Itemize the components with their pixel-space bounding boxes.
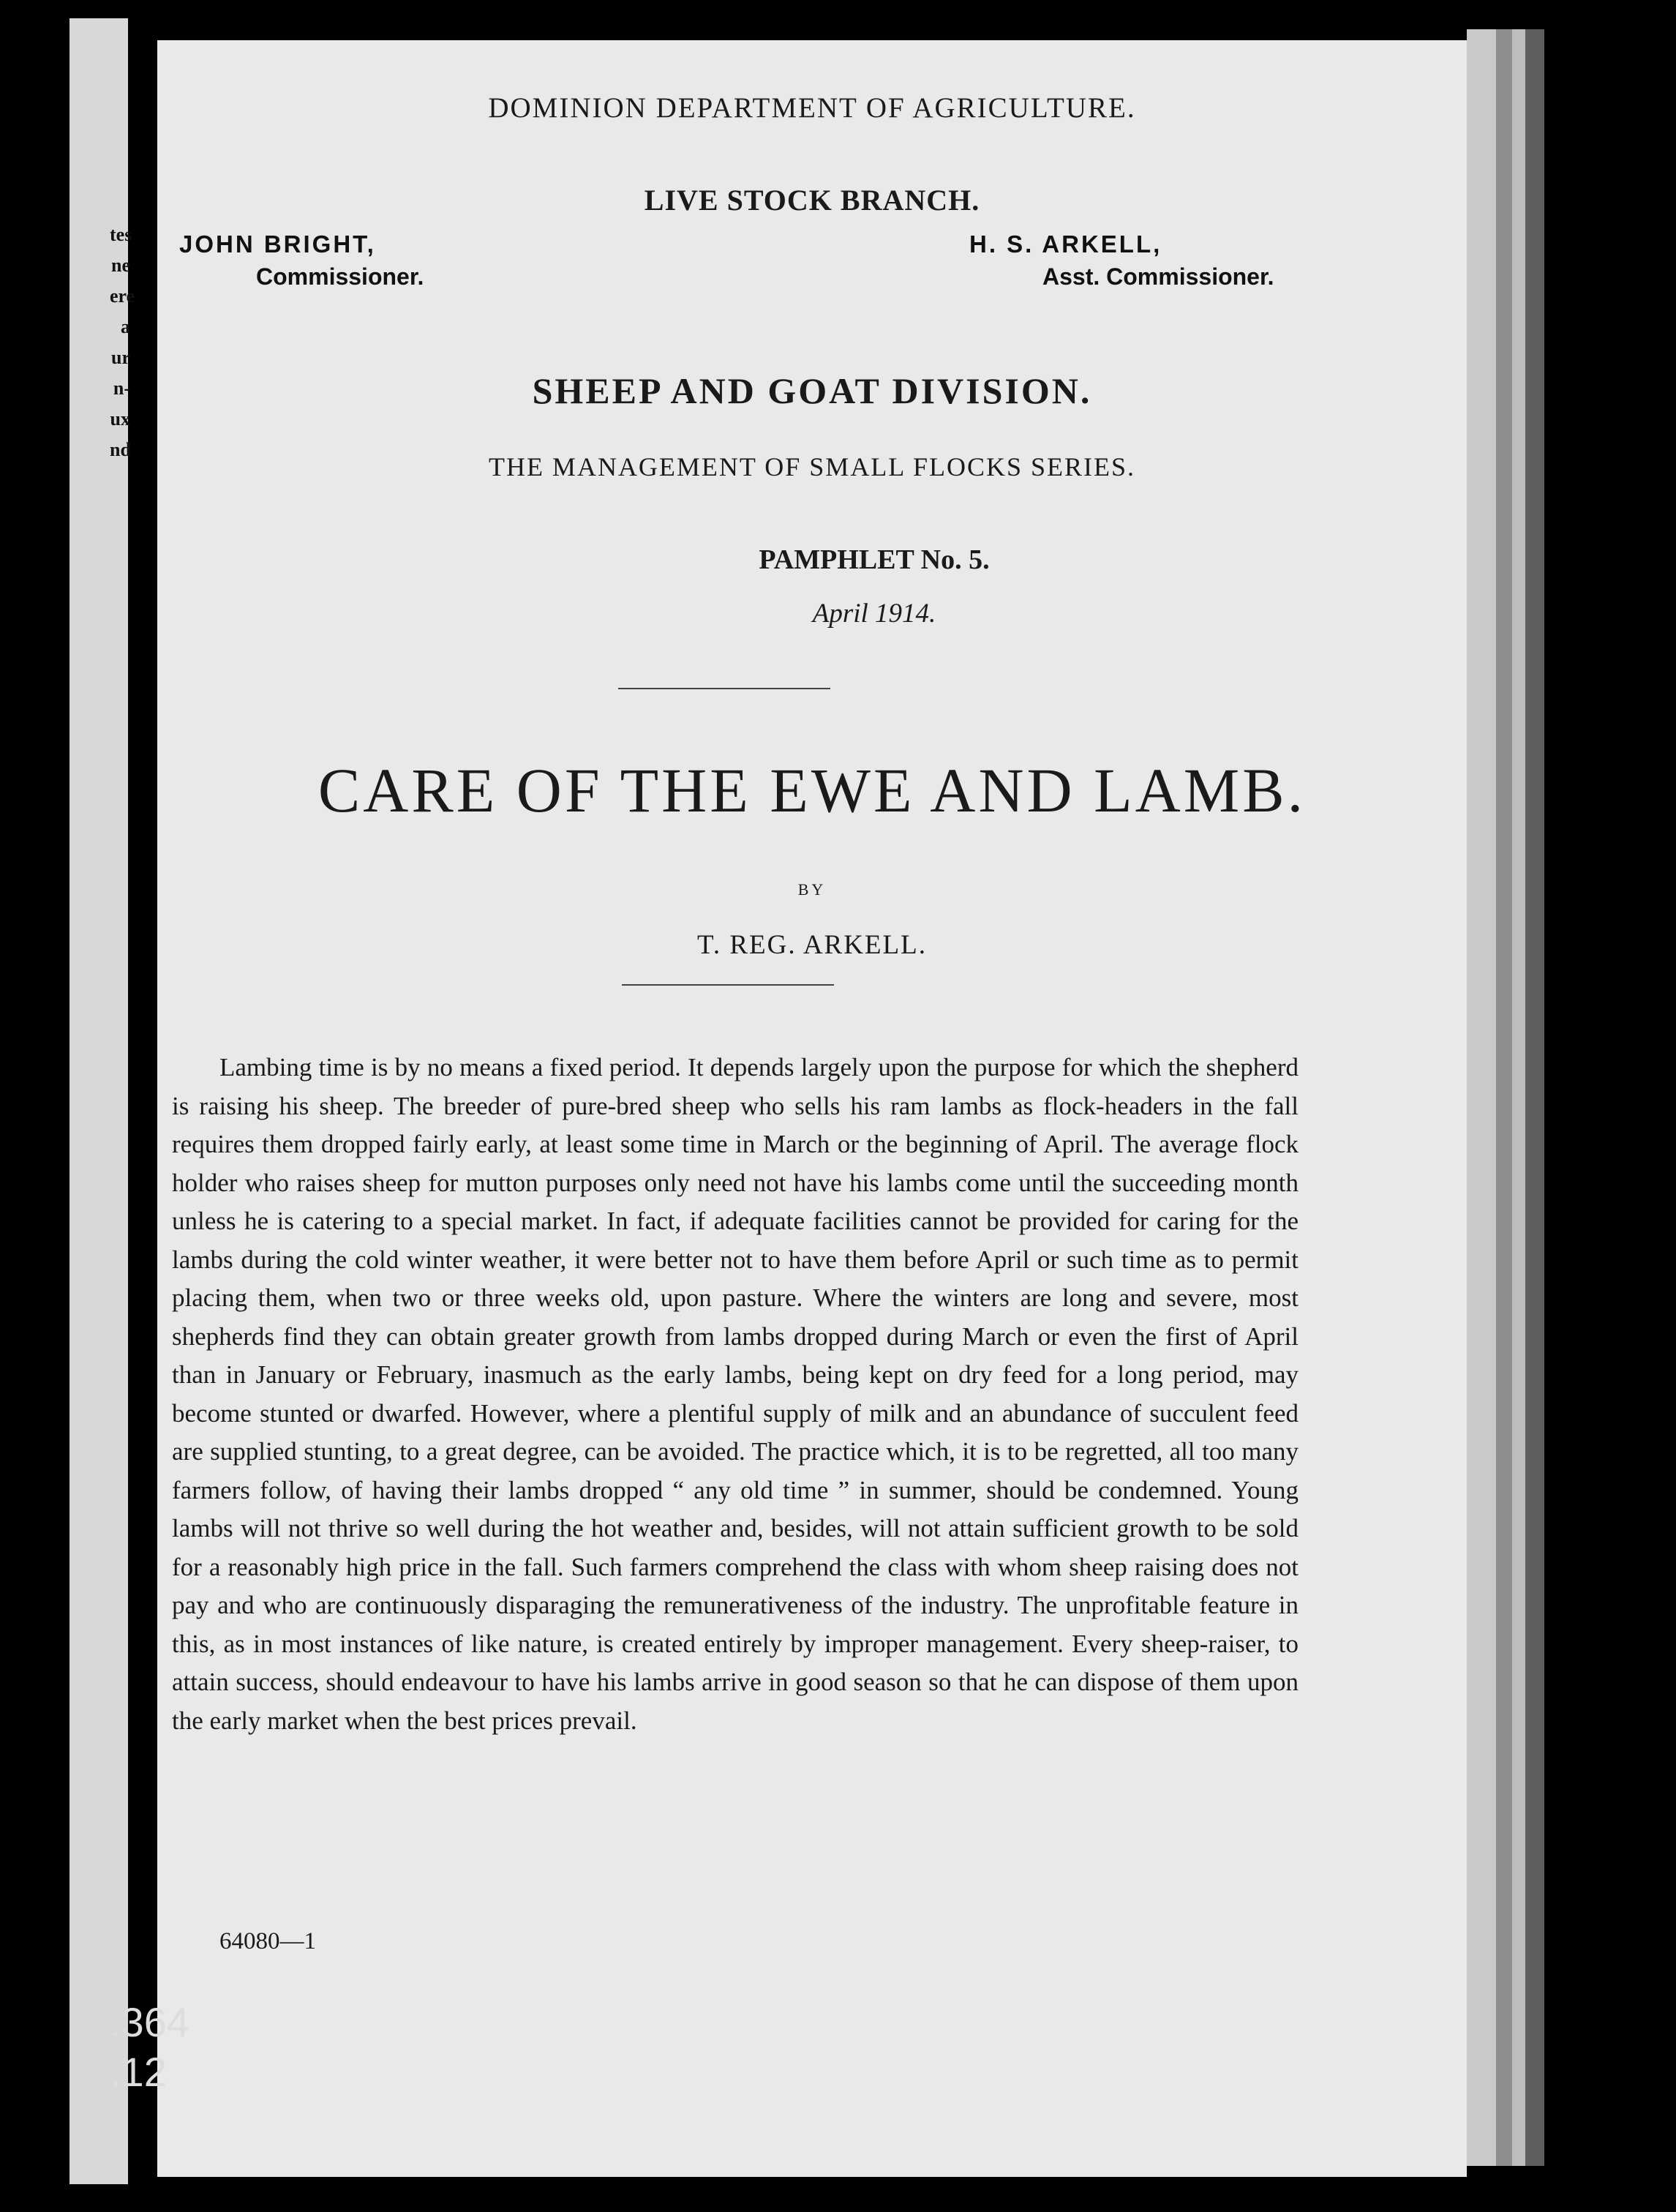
shelf-mark-line: .364 — [110, 1999, 189, 2045]
page-edge — [1467, 29, 1496, 2166]
division-heading: SHEEP AND GOAT DIVISION. — [532, 370, 1092, 411]
commissioner-name: JOHN BRIGHT, — [179, 230, 376, 258]
page-edge — [1496, 29, 1512, 2166]
assistant-commissioner-title: Asst. Commissioner. — [1042, 263, 1274, 290]
branch-heading: LIVE STOCK BRANCH. — [644, 184, 980, 217]
divider — [622, 984, 834, 986]
department-heading: DOMINION DEPARTMENT OF AGRICULTURE. — [488, 92, 1136, 124]
shelf-mark-line: .12 — [110, 2049, 167, 2095]
document-page — [157, 40, 1467, 2177]
series-heading: THE MANAGEMENT OF SMALL FLOCKS SERIES. — [488, 452, 1136, 481]
commissioner-title: Commissioner. — [256, 263, 424, 290]
publication-date: April 1914. — [812, 599, 936, 629]
assistant-commissioner-name: H. S. ARKELL, — [969, 230, 1162, 258]
pamphlet-number: PAMPHLET No. 5. — [759, 544, 990, 575]
article-title: CARE OF THE EWE AND LAMB. — [317, 755, 1307, 825]
page-edge — [1525, 29, 1544, 2166]
shelf-mark — [110, 1998, 189, 2097]
article-author: T. REG. ARKELL. — [697, 930, 927, 960]
article-paragraph: Lambing time is by no means a fixed period. It depends largely upon the purpose for which the shepherd is raising his sheep. The breeder of pure-bred sheep who sells his ram lambs as flock-headers in the fall requires them dropped fairly early, at least some time in March or the beginning of April. The average flock holder who raises sheep for mutton purposes only need not have his lambs come until the succeeding month unless he is catering to a special market. In fact, if adequate facilities cannot be provided for caring for the lambs during the cold winter weather, it were better not to have them before April or such time as to permit placing them, when two or three weeks old, upon pasture. Where the winters are long and severe, most shepherds find they can obtain greater growth from lambs dropped during March or even the first of April than in January or February, inasmuch as the early lambs, being kept on dry feed for a long period, may become stunted or dwarfed. However, where a plentiful supply of milk and an abundance of succulent feed are supplied stunting, to a great degree, can be avoided. The practice which, it is to be regretted, all too many farmers follow, of having their lambs dropped “ any old time ” in summer, should be condemned. Young lambs will not thrive so well during the hot weather and, besides, will not attain sufficient growth to be sold for a reasonably high price in the fall. Such farmers comprehend the class with whom sheep raising does not pay and who are continuously disparaging the remunerativeness of the industry. The unprofitable feature in this, as in most instances of like nature, is created entirely by improper management. Every sheep-raiser, to attain success, should endeavour to have his lambs arrive in good season so that he can dispose of them upon the early market when the best prices prevail. — [172, 1053, 1299, 1735]
page-edge — [1512, 29, 1525, 2166]
byline-label: BY — [797, 880, 827, 899]
divider — [618, 688, 830, 689]
catalog-number: 64080—1 — [219, 1928, 316, 1954]
adjacent-page-text: tes ne ere a ur n- ux nd — [110, 224, 135, 460]
